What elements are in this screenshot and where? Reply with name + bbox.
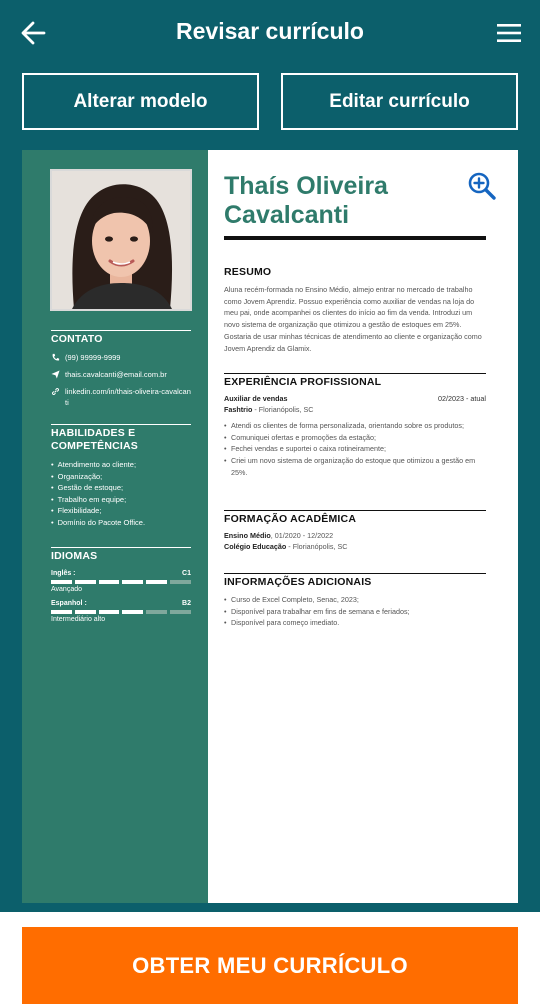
profile-photo-illustration — [52, 171, 190, 309]
contact-section — [51, 330, 191, 408]
list-item: • Domínio do Pacote Office. — [51, 517, 191, 529]
action-tabs — [22, 73, 518, 130]
contact-heading: CONTATO — [51, 330, 191, 346]
additional-heading: INFORMAÇÕES ADICIONAIS — [224, 573, 486, 588]
summary-section — [224, 266, 486, 354]
list-item: • Disponível para começo imediato. — [224, 617, 486, 629]
contact-email — [51, 369, 191, 380]
language-spanish — [51, 600, 191, 607]
education-degree: Ensino Médio — [224, 531, 271, 540]
language-level-segment — [99, 580, 120, 584]
job-header — [224, 394, 486, 403]
education-heading: FORMAÇÃO ACADÊMICA — [224, 510, 486, 525]
resume-sidebar — [22, 150, 208, 903]
language-code: C1 — [182, 570, 191, 577]
name-divider — [224, 236, 486, 240]
list-item: • Comuniquei ofertas e promoções da estação; — [224, 432, 486, 444]
language-level-segment — [75, 580, 96, 584]
language-name: Espanhol : — [51, 600, 87, 607]
menu-button[interactable] — [492, 16, 526, 50]
contact-linkedin — [51, 386, 191, 408]
language-name: Inglês : — [51, 570, 76, 577]
education-section — [224, 510, 486, 551]
top-bar — [0, 0, 540, 66]
education-school-line — [224, 542, 486, 551]
education-school: Colégio Educação — [224, 542, 287, 551]
language-level-bar — [51, 580, 191, 584]
list-item: • Fechei vendas e suportei o caixa rotineiramente; — [224, 443, 486, 455]
additional-section — [224, 573, 486, 629]
job-role: Auxiliar de vendas — [224, 394, 288, 403]
list-item: • Curso de Excel Completo, Senac, 2023; — [224, 594, 486, 606]
summary-heading: RESUMO — [224, 266, 272, 278]
resume-main — [224, 150, 486, 903]
language-level-segment — [170, 580, 191, 584]
languages-heading: IDIOMAS — [51, 547, 191, 563]
zoom-in-icon — [466, 170, 498, 202]
education-dates: , 01/2020 - 12/2022 — [270, 531, 334, 540]
job-location: - Florianópolis, SC — [252, 405, 314, 414]
education-location: - Florianópolis, SC — [286, 542, 348, 551]
language-level-segment — [146, 580, 167, 584]
language-level-segment — [122, 580, 143, 584]
edit-resume-button[interactable]: Editar currículo — [281, 73, 518, 130]
list-item: • Flexibilidade; — [51, 505, 191, 517]
change-template-button[interactable]: Alterar modelo — [22, 73, 259, 130]
zoom-button[interactable] — [466, 170, 498, 202]
list-item: • Atendi os clientes de forma personalizada, orientando sobre os produtos; — [224, 420, 486, 432]
contact-phone — [51, 352, 191, 363]
language-level-segment — [75, 610, 96, 614]
get-resume-button[interactable]: OBTER MEU CURRÍCULO — [22, 927, 518, 1004]
languages-section — [51, 547, 191, 623]
skills-list — [51, 459, 191, 529]
list-item: • Atendimento ao cliente; — [51, 459, 191, 471]
summary-text: Aluna recém-formada no Ensino Médio, almejo entrar no mercado de trabalho como Jovem Aprendiz. Possuo experiência como auxiliar de vendas na loja do meu pai, onde acompanhei os clientes do início ao fim da venda. Introduzi um novo sistema de organização que otimizou a gestão de estoques em 25%. Gostaria de usar minhas técnicas de atendimento ao cliente e organização como Jovem Aprendiz da Glamix. — [224, 285, 482, 353]
list-item: • Gestão de estoque; — [51, 482, 191, 494]
send-icon — [51, 369, 65, 379]
language-level-segment — [51, 610, 72, 614]
language-level-segment — [51, 580, 72, 584]
experience-section — [224, 373, 486, 479]
experience-bullets — [224, 420, 486, 479]
language-level-bar — [51, 610, 191, 614]
list-item: • Disponível para trabalhar em fins de semana e feriados; — [224, 606, 486, 618]
contact-email-text: thais.cavalcanti@email.com.br — [65, 370, 167, 379]
language-english — [51, 570, 191, 577]
skills-heading: HABILIDADES E COMPETÊNCIAS — [51, 424, 191, 453]
language-level-segment — [146, 610, 167, 614]
language-level-segment — [99, 610, 120, 614]
experience-heading: EXPERIÊNCIA PROFISSIONAL — [224, 373, 486, 388]
language-level-segment — [122, 610, 143, 614]
phone-icon — [51, 352, 65, 362]
link-icon — [51, 386, 65, 396]
hamburger-menu-icon — [497, 23, 521, 43]
language-level: Intermediário alto — [51, 616, 106, 623]
language-level-segment — [170, 610, 191, 614]
resume-name: Thaís Oliveira Cavalcanti — [224, 172, 388, 229]
education-degree-line — [224, 531, 486, 540]
resume-preview[interactable] — [22, 150, 518, 903]
contact-linkedin-text: linkedin.com/in/thais-oliveira-cavalcanti — [65, 387, 191, 407]
contact-phone-text: (99) 99999-9999 — [65, 353, 121, 362]
list-item: • Organização; — [51, 471, 191, 483]
additional-bullets — [224, 594, 486, 629]
list-item: • Trabalho em equipe; — [51, 494, 191, 506]
language-level: Avançado — [51, 586, 83, 593]
job-company: Fashtrio — [224, 405, 253, 414]
page-title: Revisar currículo — [176, 18, 364, 44]
skills-section — [51, 424, 191, 529]
job-dates: 02/2023 - atual — [438, 394, 486, 403]
list-item: • Criei um novo sistema de organização do estoque que otimizou a gestão em 25%. — [224, 455, 486, 478]
profile-photo — [50, 169, 192, 311]
language-code: B2 — [182, 600, 191, 607]
job-company-line — [224, 405, 486, 414]
